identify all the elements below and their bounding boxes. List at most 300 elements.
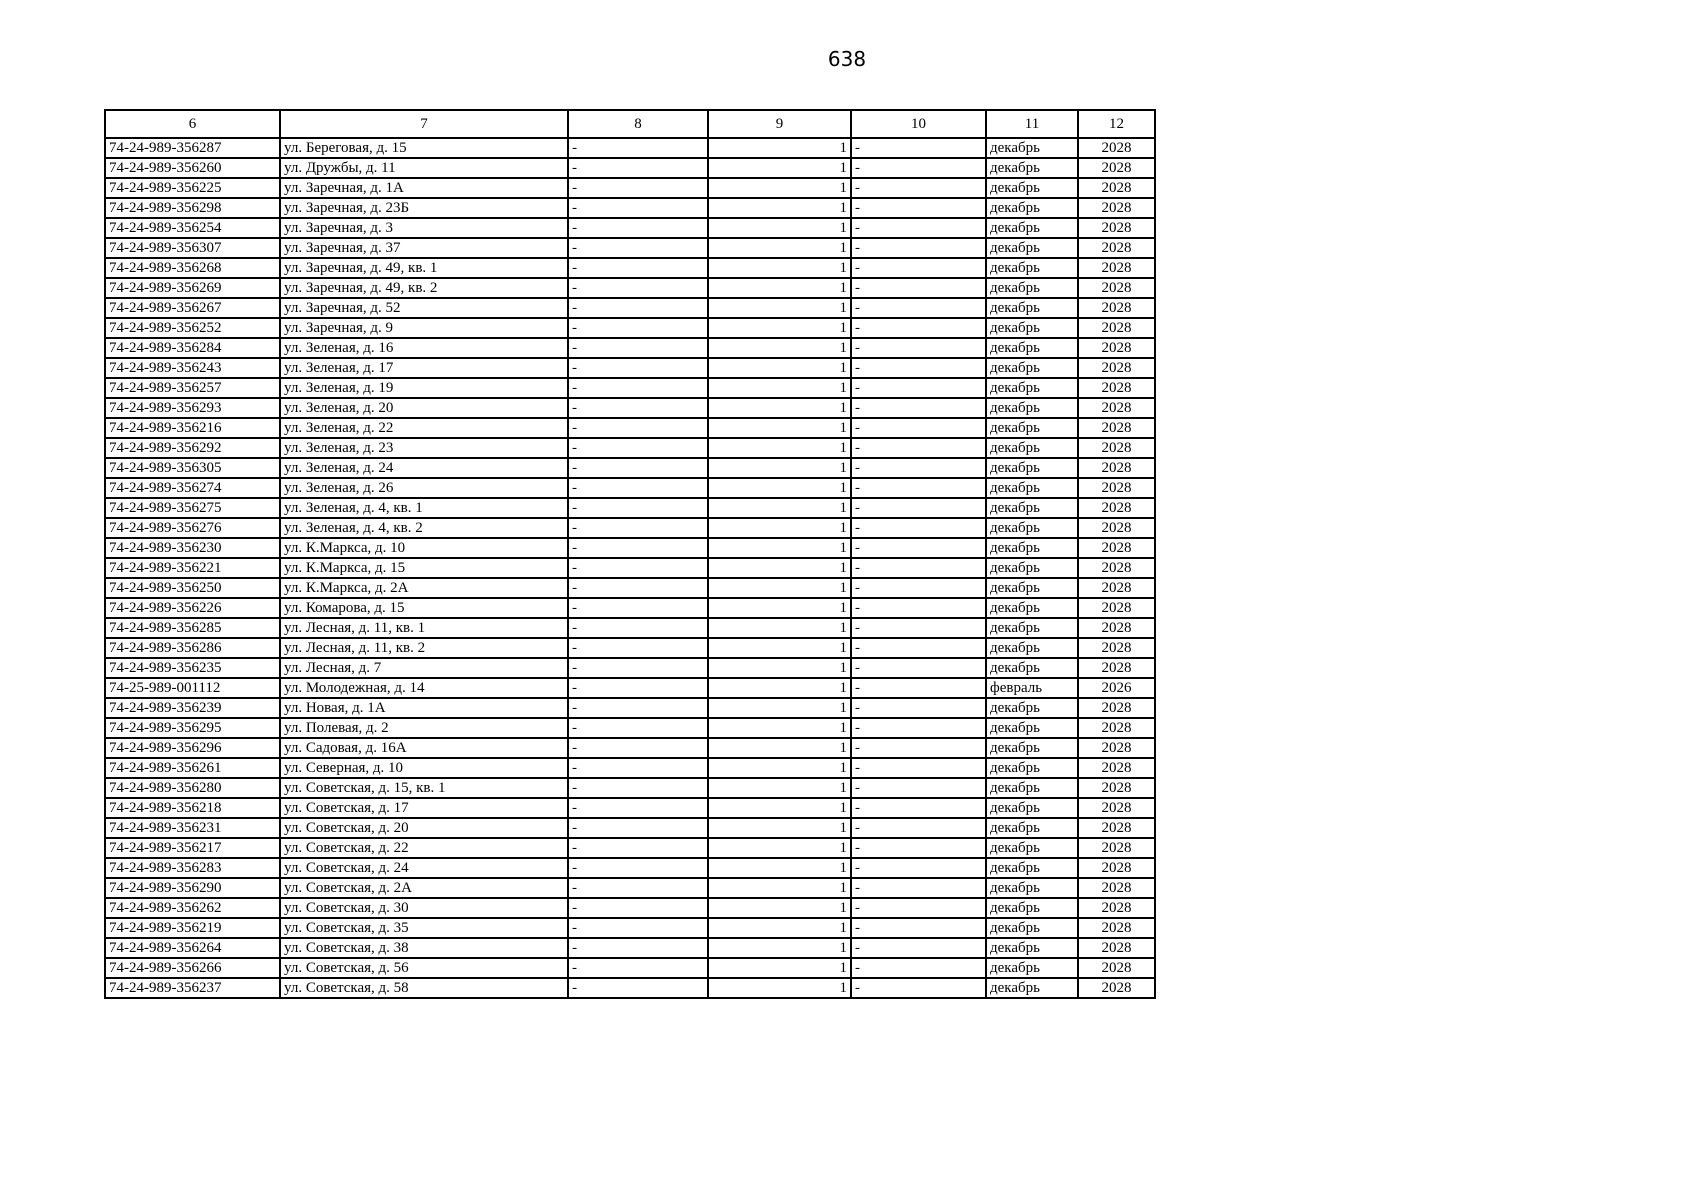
column-10-cell: -	[851, 738, 986, 758]
address-cell: ул. Заречная, д. 49, кв. 2	[280, 278, 568, 298]
year-cell: 2028	[1078, 618, 1155, 638]
month-cell: декабрь	[986, 438, 1078, 458]
table-row	[105, 958, 1155, 978]
column-10-cell: -	[851, 818, 986, 838]
column-header-9: 9	[708, 110, 851, 138]
object-number-cell: 74-24-989-356269	[105, 278, 280, 298]
address-cell: ул. К.Маркса, д. 2А	[280, 578, 568, 598]
month-cell: декабрь	[986, 638, 1078, 658]
object-number-cell: 74-24-989-356283	[105, 858, 280, 878]
object-number-cell: 74-24-989-356260	[105, 158, 280, 178]
address-cell: ул. Заречная, д. 52	[280, 298, 568, 318]
month-cell: декабрь	[986, 158, 1078, 178]
table-row	[105, 798, 1155, 818]
quantity-cell: 1	[708, 418, 851, 438]
year-cell: 2028	[1078, 518, 1155, 538]
column-8-cell: -	[568, 338, 708, 358]
month-cell: декабрь	[986, 478, 1078, 498]
quantity-cell: 1	[708, 898, 851, 918]
address-cell: ул. Заречная, д. 1А	[280, 178, 568, 198]
column-8-cell: -	[568, 698, 708, 718]
month-cell: декабрь	[986, 778, 1078, 798]
month-cell: декабрь	[986, 258, 1078, 278]
object-number-cell: 74-24-989-356216	[105, 418, 280, 438]
table-row	[105, 158, 1155, 178]
object-number-cell: 74-24-989-356298	[105, 198, 280, 218]
year-cell: 2028	[1078, 218, 1155, 238]
address-cell: ул. Советская, д. 24	[280, 858, 568, 878]
year-cell: 2028	[1078, 958, 1155, 978]
quantity-cell: 1	[708, 938, 851, 958]
object-number-cell: 74-24-989-356231	[105, 818, 280, 838]
address-cell: ул. Новая, д. 1А	[280, 698, 568, 718]
table-row	[105, 538, 1155, 558]
address-cell: ул. Заречная, д. 3	[280, 218, 568, 238]
table-row	[105, 258, 1155, 278]
column-header-7: 7	[280, 110, 568, 138]
quantity-cell: 1	[708, 158, 851, 178]
object-number-cell: 74-24-989-356264	[105, 938, 280, 958]
address-cell: ул. Северная, д. 10	[280, 758, 568, 778]
quantity-cell: 1	[708, 638, 851, 658]
column-10-cell: -	[851, 618, 986, 638]
column-8-cell: -	[568, 218, 708, 238]
table-row	[105, 818, 1155, 838]
quantity-cell: 1	[708, 778, 851, 798]
object-number-cell: 74-24-989-356290	[105, 878, 280, 898]
address-cell: ул. Лесная, д. 11, кв. 1	[280, 618, 568, 638]
year-cell: 2028	[1078, 258, 1155, 278]
quantity-cell: 1	[708, 698, 851, 718]
month-cell: декабрь	[986, 598, 1078, 618]
year-cell: 2028	[1078, 878, 1155, 898]
table-row	[105, 638, 1155, 658]
address-cell: ул. К.Маркса, д. 10	[280, 538, 568, 558]
table-row	[105, 858, 1155, 878]
month-cell: декабрь	[986, 578, 1078, 598]
column-10-cell: -	[851, 238, 986, 258]
column-10-cell: -	[851, 898, 986, 918]
year-cell: 2028	[1078, 758, 1155, 778]
object-number-cell: 74-24-989-356307	[105, 238, 280, 258]
month-cell: декабрь	[986, 618, 1078, 638]
quantity-cell: 1	[708, 958, 851, 978]
month-cell: декабрь	[986, 218, 1078, 238]
table-row	[105, 898, 1155, 918]
table-row	[105, 198, 1155, 218]
column-8-cell: -	[568, 958, 708, 978]
column-8-cell: -	[568, 538, 708, 558]
address-cell: ул. Заречная, д. 49, кв. 1	[280, 258, 568, 278]
month-cell: декабрь	[986, 558, 1078, 578]
column-10-cell: -	[851, 698, 986, 718]
quantity-cell: 1	[708, 758, 851, 778]
year-cell: 2028	[1078, 478, 1155, 498]
column-8-cell: -	[568, 978, 708, 998]
quantity-cell: 1	[708, 218, 851, 238]
month-cell: декабрь	[986, 898, 1078, 918]
quantity-cell: 1	[708, 198, 851, 218]
quantity-cell: 1	[708, 878, 851, 898]
year-cell: 2028	[1078, 978, 1155, 998]
object-number-cell: 74-24-989-356235	[105, 658, 280, 678]
column-10-cell: -	[851, 938, 986, 958]
year-cell: 2028	[1078, 438, 1155, 458]
column-8-cell: -	[568, 438, 708, 458]
address-cell: ул. Зеленая, д. 17	[280, 358, 568, 378]
month-cell: декабрь	[986, 738, 1078, 758]
object-number-cell: 74-24-989-356266	[105, 958, 280, 978]
object-number-cell: 74-24-989-356285	[105, 618, 280, 638]
column-10-cell: -	[851, 758, 986, 778]
column-10-cell: -	[851, 338, 986, 358]
table-row	[105, 838, 1155, 858]
column-10-cell: -	[851, 678, 986, 698]
year-cell: 2028	[1078, 398, 1155, 418]
table-row	[105, 778, 1155, 798]
object-number-cell: 74-24-989-356275	[105, 498, 280, 518]
quantity-cell: 1	[708, 598, 851, 618]
column-10-cell: -	[851, 778, 986, 798]
object-number-cell: 74-24-989-356219	[105, 918, 280, 938]
column-10-cell: -	[851, 178, 986, 198]
object-number-cell: 74-24-989-356293	[105, 398, 280, 418]
month-cell: декабрь	[986, 818, 1078, 838]
column-10-cell: -	[851, 958, 986, 978]
column-8-cell: -	[568, 158, 708, 178]
object-number-cell: 74-24-989-356280	[105, 778, 280, 798]
address-cell: ул. Комарова, д. 15	[280, 598, 568, 618]
month-cell: декабрь	[986, 838, 1078, 858]
column-8-cell: -	[568, 818, 708, 838]
month-cell: декабрь	[986, 758, 1078, 778]
year-cell: 2028	[1078, 578, 1155, 598]
quantity-cell: 1	[708, 258, 851, 278]
table-body	[105, 138, 1155, 998]
column-8-cell: -	[568, 598, 708, 618]
month-cell: декабрь	[986, 458, 1078, 478]
column-8-cell: -	[568, 318, 708, 338]
quantity-cell: 1	[708, 978, 851, 998]
table-row	[105, 598, 1155, 618]
table-row	[105, 618, 1155, 638]
object-number-cell: 74-24-989-356243	[105, 358, 280, 378]
year-cell: 2028	[1078, 738, 1155, 758]
month-cell: декабрь	[986, 498, 1078, 518]
object-number-cell: 74-24-989-356250	[105, 578, 280, 598]
column-10-cell: -	[851, 158, 986, 178]
year-cell: 2028	[1078, 378, 1155, 398]
column-10-cell: -	[851, 278, 986, 298]
object-number-cell: 74-24-989-356296	[105, 738, 280, 758]
column-8-cell: -	[568, 558, 708, 578]
month-cell: декабрь	[986, 418, 1078, 438]
object-number-cell: 74-24-989-356237	[105, 978, 280, 998]
month-cell: декабрь	[986, 918, 1078, 938]
year-cell: 2028	[1078, 798, 1155, 818]
column-10-cell: -	[851, 878, 986, 898]
column-8-cell: -	[568, 378, 708, 398]
address-cell: ул. Советская, д. 35	[280, 918, 568, 938]
column-8-cell: -	[568, 658, 708, 678]
year-cell: 2028	[1078, 338, 1155, 358]
month-cell: декабрь	[986, 938, 1078, 958]
table-row	[105, 498, 1155, 518]
quantity-cell: 1	[708, 798, 851, 818]
table-row	[105, 678, 1155, 698]
month-cell: декабрь	[986, 358, 1078, 378]
object-number-cell: 74-24-989-356230	[105, 538, 280, 558]
object-number-cell: 74-24-989-356295	[105, 718, 280, 738]
address-cell: ул. Садовая, д. 16А	[280, 738, 568, 758]
column-10-cell: -	[851, 218, 986, 238]
column-8-cell: -	[568, 618, 708, 638]
quantity-cell: 1	[708, 918, 851, 938]
column-10-cell: -	[851, 318, 986, 338]
month-cell: декабрь	[986, 298, 1078, 318]
column-10-cell: -	[851, 918, 986, 938]
month-cell: декабрь	[986, 718, 1078, 738]
table-row	[105, 918, 1155, 938]
year-cell: 2028	[1078, 938, 1155, 958]
column-10-cell: -	[851, 358, 986, 378]
column-8-cell: -	[568, 138, 708, 158]
month-cell: декабрь	[986, 198, 1078, 218]
column-8-cell: -	[568, 178, 708, 198]
object-number-cell: 74-24-989-356268	[105, 258, 280, 278]
quantity-cell: 1	[708, 358, 851, 378]
object-number-cell: 74-24-989-356292	[105, 438, 280, 458]
table-row	[105, 578, 1155, 598]
table-header	[105, 110, 1155, 138]
table-row	[105, 378, 1155, 398]
column-10-cell: -	[851, 518, 986, 538]
object-number-cell: 74-24-989-356287	[105, 138, 280, 158]
address-cell: ул. Советская, д. 22	[280, 838, 568, 858]
address-cell: ул. Лесная, д. 7	[280, 658, 568, 678]
column-10-cell: -	[851, 398, 986, 418]
object-number-cell: 74-24-989-356284	[105, 338, 280, 358]
year-cell: 2028	[1078, 238, 1155, 258]
column-10-cell: -	[851, 298, 986, 318]
object-number-cell: 74-24-989-356305	[105, 458, 280, 478]
object-number-cell: 74-24-989-356261	[105, 758, 280, 778]
column-header-6: 6	[105, 110, 280, 138]
column-10-cell: -	[851, 378, 986, 398]
table-row	[105, 658, 1155, 678]
table-row	[105, 478, 1155, 498]
table-row	[105, 278, 1155, 298]
header-row	[105, 110, 1155, 138]
column-8-cell: -	[568, 758, 708, 778]
year-cell: 2028	[1078, 658, 1155, 678]
address-cell: ул. Заречная, д. 37	[280, 238, 568, 258]
month-cell: февраль	[986, 678, 1078, 698]
table-row	[105, 298, 1155, 318]
column-10-cell: -	[851, 498, 986, 518]
table-row	[105, 238, 1155, 258]
object-number-cell: 74-24-989-356225	[105, 178, 280, 198]
address-cell: ул. Советская, д. 15, кв. 1	[280, 778, 568, 798]
address-cell: ул. Зеленая, д. 4, кв. 1	[280, 498, 568, 518]
column-8-cell: -	[568, 738, 708, 758]
column-header-8: 8	[568, 110, 708, 138]
month-cell: декабрь	[986, 178, 1078, 198]
year-cell: 2028	[1078, 898, 1155, 918]
quantity-cell: 1	[708, 238, 851, 258]
quantity-cell: 1	[708, 378, 851, 398]
column-8-cell: -	[568, 718, 708, 738]
column-8-cell: -	[568, 578, 708, 598]
year-cell: 2028	[1078, 538, 1155, 558]
quantity-cell: 1	[708, 858, 851, 878]
year-cell: 2028	[1078, 638, 1155, 658]
column-8-cell: -	[568, 938, 708, 958]
address-cell: ул. Лесная, д. 11, кв. 2	[280, 638, 568, 658]
address-cell: ул. Зеленая, д. 4, кв. 2	[280, 518, 568, 538]
column-10-cell: -	[851, 598, 986, 618]
address-cell: ул. Советская, д. 30	[280, 898, 568, 918]
quantity-cell: 1	[708, 558, 851, 578]
table-row	[105, 138, 1155, 158]
table-row	[105, 418, 1155, 438]
year-cell: 2028	[1078, 418, 1155, 438]
object-number-cell: 74-24-989-356257	[105, 378, 280, 398]
quantity-cell: 1	[708, 478, 851, 498]
column-8-cell: -	[568, 278, 708, 298]
object-number-cell: 74-24-989-356217	[105, 838, 280, 858]
object-number-cell: 74-24-989-356226	[105, 598, 280, 618]
column-10-cell: -	[851, 578, 986, 598]
quantity-cell: 1	[708, 398, 851, 418]
quantity-cell: 1	[708, 678, 851, 698]
table-row	[105, 218, 1155, 238]
object-number-cell: 74-24-989-356254	[105, 218, 280, 238]
quantity-cell: 1	[708, 278, 851, 298]
column-8-cell: -	[568, 298, 708, 318]
month-cell: декабрь	[986, 978, 1078, 998]
year-cell: 2028	[1078, 498, 1155, 518]
column-10-cell: -	[851, 478, 986, 498]
month-cell: декабрь	[986, 518, 1078, 538]
address-cell: ул. Полевая, д. 2	[280, 718, 568, 738]
column-10-cell: -	[851, 558, 986, 578]
column-header-10: 10	[851, 110, 986, 138]
quantity-cell: 1	[708, 438, 851, 458]
table-row	[105, 518, 1155, 538]
address-cell: ул. Заречная, д. 23Б	[280, 198, 568, 218]
address-cell: ул. Советская, д. 56	[280, 958, 568, 978]
column-10-cell: -	[851, 198, 986, 218]
year-cell: 2028	[1078, 698, 1155, 718]
quantity-cell: 1	[708, 178, 851, 198]
table-row	[105, 978, 1155, 998]
table-row	[105, 318, 1155, 338]
column-8-cell: -	[568, 878, 708, 898]
year-cell: 2028	[1078, 158, 1155, 178]
address-cell: ул. Береговая, д. 15	[280, 138, 568, 158]
column-10-cell: -	[851, 458, 986, 478]
table-row	[105, 458, 1155, 478]
address-cell: ул. Дружбы, д. 11	[280, 158, 568, 178]
month-cell: декабрь	[986, 878, 1078, 898]
column-8-cell: -	[568, 358, 708, 378]
table-row	[105, 878, 1155, 898]
month-cell: декабрь	[986, 658, 1078, 678]
address-cell: ул. Советская, д. 17	[280, 798, 568, 818]
column-10-cell: -	[851, 838, 986, 858]
year-cell: 2028	[1078, 358, 1155, 378]
object-number-cell: 74-24-989-356274	[105, 478, 280, 498]
column-8-cell: -	[568, 498, 708, 518]
column-10-cell: -	[851, 538, 986, 558]
year-cell: 2028	[1078, 198, 1155, 218]
object-number-cell: 74-24-989-356239	[105, 698, 280, 718]
column-8-cell: -	[568, 778, 708, 798]
month-cell: декабрь	[986, 958, 1078, 978]
quantity-cell: 1	[708, 298, 851, 318]
column-8-cell: -	[568, 898, 708, 918]
column-10-cell: -	[851, 138, 986, 158]
month-cell: декабрь	[986, 338, 1078, 358]
column-8-cell: -	[568, 678, 708, 698]
column-10-cell: -	[851, 798, 986, 818]
address-cell: ул. Зеленая, д. 26	[280, 478, 568, 498]
column-8-cell: -	[568, 918, 708, 938]
address-cell: ул. Зеленая, д. 20	[280, 398, 568, 418]
address-cell: ул. Зеленая, д. 19	[280, 378, 568, 398]
quantity-cell: 1	[708, 618, 851, 638]
table-row	[105, 438, 1155, 458]
column-8-cell: -	[568, 518, 708, 538]
quantity-cell: 1	[708, 578, 851, 598]
month-cell: декабрь	[986, 538, 1078, 558]
column-header-11: 11	[986, 110, 1078, 138]
month-cell: декабрь	[986, 858, 1078, 878]
year-cell: 2028	[1078, 918, 1155, 938]
object-number-cell: 74-24-989-356218	[105, 798, 280, 818]
column-header-12: 12	[1078, 110, 1155, 138]
column-8-cell: -	[568, 798, 708, 818]
page-number	[0, 47, 1698, 71]
table-row	[105, 938, 1155, 958]
column-8-cell: -	[568, 258, 708, 278]
table-row	[105, 398, 1155, 418]
address-cell: ул. Советская, д. 58	[280, 978, 568, 998]
table-row	[105, 178, 1155, 198]
table-row	[105, 558, 1155, 578]
quantity-cell: 1	[708, 538, 851, 558]
column-10-cell: -	[851, 658, 986, 678]
table-row	[105, 758, 1155, 778]
address-cell: ул. Советская, д. 38	[280, 938, 568, 958]
object-number-cell: 74-25-989-001112	[105, 678, 280, 698]
quantity-cell: 1	[708, 518, 851, 538]
column-8-cell: -	[568, 478, 708, 498]
column-10-cell: -	[851, 978, 986, 998]
object-number-cell: 74-24-989-356262	[105, 898, 280, 918]
year-cell: 2028	[1078, 858, 1155, 878]
year-cell: 2028	[1078, 178, 1155, 198]
object-number-cell: 74-24-989-356286	[105, 638, 280, 658]
year-cell: 2028	[1078, 838, 1155, 858]
year-cell: 2028	[1078, 138, 1155, 158]
address-cell: ул. Советская, д. 20	[280, 818, 568, 838]
address-cell: ул. Зеленая, д. 16	[280, 338, 568, 358]
quantity-cell: 1	[708, 318, 851, 338]
quantity-cell: 1	[708, 818, 851, 838]
table-row	[105, 358, 1155, 378]
